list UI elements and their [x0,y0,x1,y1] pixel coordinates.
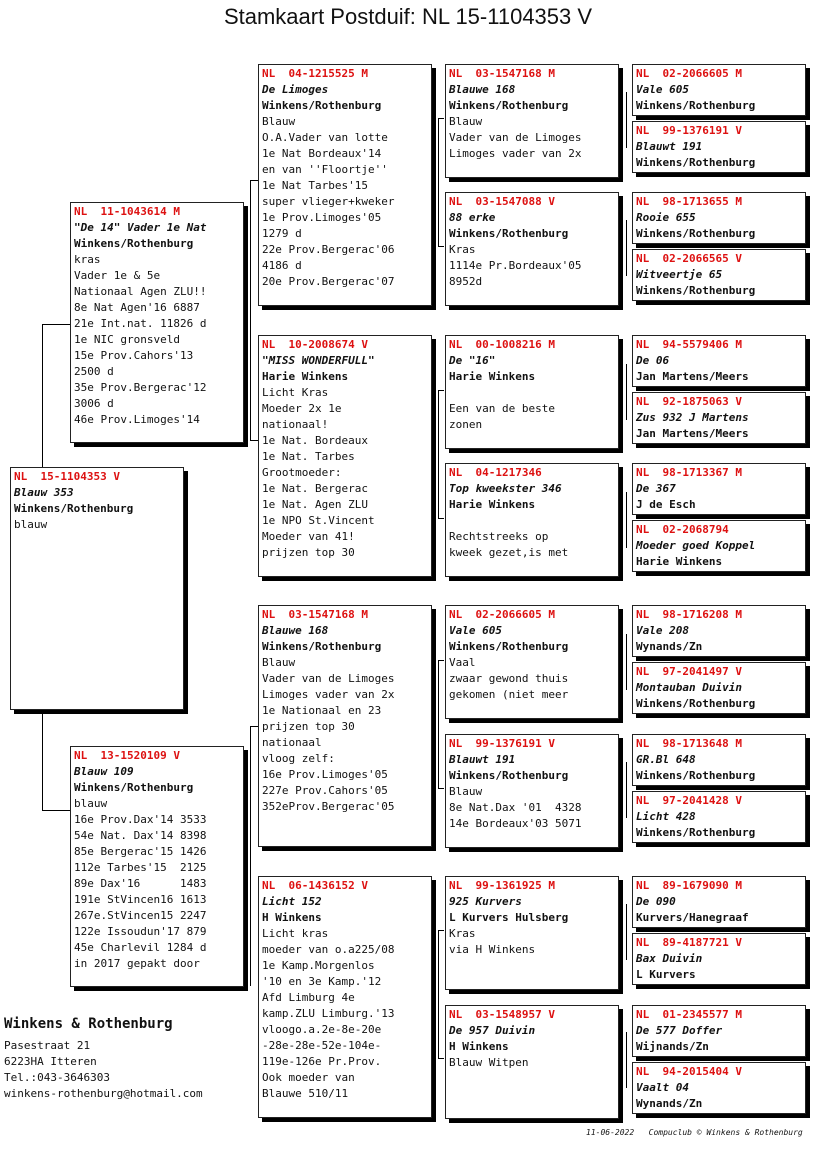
pigeon-name: Vale 208 [636,624,689,637]
connector-line [42,710,43,810]
pigeon-info-line: zonen [449,418,483,431]
pigeon-info-line: 16e Prov.Dax'14 3533 [74,813,207,826]
ring-number: NL 99-1361925 M [449,879,555,892]
pigeon-info-line: Vader van de Limoges [262,672,395,685]
pigeon-owner: L Kurvers Hulsberg [449,911,569,924]
pigeon-name: Moeder goed Koppel [636,539,756,552]
pigeon-info-line: vloogo.a.2e-8e-20e [262,1023,382,1036]
pigeon-info-line: 1e NPO St.Vincent [262,514,375,527]
pigeon-card-sire [70,202,244,443]
connector-line [438,660,444,661]
pigeon-info-line: Vaal [449,656,476,669]
pigeon-name: Top kweekster 346 [449,482,562,495]
ring-number: NL 01-2345577 M [636,1008,742,1021]
pigeon-owner: Winkens/Rothenburg [74,781,194,794]
pigeon-owner: H Winkens [449,1040,509,1053]
ring-number: NL 94-5579406 M [636,338,742,351]
pigeon-info-line: Grootmoeder: [262,466,342,479]
pigeon-owner: Jan Martens/Meers [636,427,749,440]
pigeon-name: De "16" [449,354,496,367]
pigeon-name: "De 14" Vader 1e Nat [74,221,207,234]
pigeon-owner: Kurvers/Hanegraaf [636,911,749,924]
connector-line [438,390,444,391]
breeder-info [4,1016,203,1102]
pigeon-card-ss [258,64,432,306]
pigeon-card-dsd [445,734,619,848]
connector-line [42,324,43,468]
pigeon-info-line: 1e Nat. Agen ZLU [262,498,368,511]
pigeon-name: Blauw 353 [14,486,74,499]
pigeon-info-line: moeder van o.a225/08 [262,943,395,956]
pigeon-owner: Wynands/Zn [636,1097,703,1110]
ring-number: NL 04-1215525 M [262,67,368,80]
pigeon-info-line: 227e Prov.Cahors'05 [262,784,388,797]
pigeon-info-line: 46e Prov.Limoges'14 [74,413,200,426]
pigeon-card-g5 [632,192,806,244]
pigeon-name: Licht 428 [636,810,696,823]
pigeon-info-line: '10 en 3e Kamp.'12 [262,975,382,988]
connector-line [626,1032,627,1088]
pigeon-owner: Winkens/Rothenburg [449,640,569,653]
pigeon-name: Licht 152 [262,895,322,908]
pigeon-info-line: 1e NIC gronsveld [74,333,180,346]
footer-date: 11-06-2022 [586,1128,635,1137]
pigeon-info-line: 22e Prov.Bergerac'06 [262,243,395,256]
breeder-city: 6223HA Itteren [4,1055,97,1068]
ring-number: NL 97-2041497 V [636,665,742,678]
connector-line [626,220,627,276]
pigeon-info-line: Een van de beste [449,402,555,415]
pigeon-name: De 06 [636,354,670,367]
pigeon-info-line: gekomen (niet meer [449,688,569,701]
pigeon-info-line: Limoges vader van 2x [449,147,582,160]
pigeon-info-line: 8952d [449,275,483,288]
pigeon-owner: Winkens/Rothenburg [262,640,382,653]
ring-number: NL 11-1043614 M [74,205,180,218]
pigeon-owner: Winkens/Rothenburg [636,769,756,782]
pigeon-info-line: 2500 d [74,365,114,378]
pigeon-info-line: Kras [449,927,476,940]
pigeon-info-line: 15e Prov.Cahors'13 [74,349,194,362]
connector-line [626,492,627,548]
pigeon-card-subject [10,467,184,710]
ring-number: NL 98-1713648 M [636,737,742,750]
breeder-email: winkens-rothenburg@hotmail.com [4,1087,203,1100]
pigeon-info-line: en van ''Floortje'' [262,163,388,176]
pigeon-card-sd [258,335,432,577]
pigeon-info-line: Moeder 2x 1e [262,402,342,415]
ring-number: NL 99-1376191 V [449,737,555,750]
pigeon-info-line: kras [74,253,101,266]
pigeon-card-dds [445,876,619,990]
pigeon-info-line: 1e Nationaal en 23 [262,704,382,717]
pigeon-info-line: Blauw Witpen [449,1056,529,1069]
pigeon-owner: J de Esch [636,498,696,511]
pigeon-info-line: 8e Nat Agen'16 6887 [74,301,200,314]
pigeon-card-sds [445,335,619,449]
pigeon-info-line: 35e Prov.Bergerac'12 [74,381,207,394]
pigeon-name: GR.Bl 648 [636,753,696,766]
pigeon-owner: Harie Winkens [449,498,536,511]
ring-number: NL 02-2068794 [636,523,729,536]
pigeon-info-line: 85e Bergerac'15 1426 [74,845,207,858]
pigeon-info-line: blauw [74,797,108,810]
connector-line [250,180,251,440]
connector-line [250,726,258,727]
ring-number: NL 97-2041428 V [636,794,742,807]
pigeon-name: "MISS WONDERFULL" [262,354,375,367]
pigeon-info-line: 54e Nat. Dax'14 8398 [74,829,207,842]
pigeon-owner: Winkens/Rothenburg [449,99,569,112]
connector-line [438,390,439,518]
pigeon-info-line: zwaar gewond thuis [449,672,569,685]
pigeon-card-g5 [632,933,806,985]
pigeon-info-line: 45e Charlevil 1284 d [74,941,207,954]
connector-line [626,762,627,818]
pigeon-name: De 957 Duivin [449,1024,536,1037]
pigeon-info-line: via H Winkens [449,943,536,956]
ring-number: NL 02-2066565 V [636,252,742,265]
pigeon-name: De 367 [636,482,676,495]
ring-number: NL 94-2015404 V [636,1065,742,1078]
pigeon-card-g5 [632,1062,806,1114]
pigeon-card-g5 [632,662,806,714]
pigeon-name: De 577 Doffer [636,1024,723,1037]
pigeon-name: Blauwt 191 [636,140,703,153]
pigeon-info-line: 20e Prov.Bergerac'07 [262,275,395,288]
pigeon-name: Vale 605 [449,624,502,637]
pigeon-info-line: Blauw [449,115,483,128]
ring-number: NL 04-1217346 [449,466,542,479]
connector-line [438,930,444,931]
pigeon-info-line: 14e Bordeaux'03 5071 [449,817,582,830]
pigeon-info-line: Licht kras [262,927,329,940]
footer-credit: Compuclub © Winkens & Rothenburg [648,1128,803,1137]
pigeon-name: Blauwt 191 [449,753,516,766]
pigeon-card-sss [445,64,619,178]
ring-number: NL 98-1713367 M [636,466,742,479]
connector-line [626,634,627,690]
pigeon-info-line: vloog zelf: [262,752,335,765]
pigeon-card-g5 [632,64,806,116]
pigeon-info-line: 4186 d [262,259,302,272]
pigeon-name: Rooie 655 [636,211,696,224]
ring-number: NL 15-1104353 V [14,470,120,483]
pigeon-info-line: 122e Issoudun'17 879 [74,925,207,938]
pigeon-info-line: 1114e Pr.Bordeaux'05 [449,259,582,272]
connector-line [438,660,439,788]
pigeon-info-line: 191e StVincen16 1613 [74,893,207,906]
connector-line [626,364,627,420]
ring-number: NL 03-1547088 V [449,195,555,208]
ring-number: NL 98-1716208 M [636,608,742,621]
pigeon-info-line: 267e.StVincen15 2247 [74,909,207,922]
connector-line [626,904,627,960]
ring-number: NL 03-1547168 M [449,67,555,80]
pigeon-info-line: -28e-28e-52e-104e- [262,1039,382,1052]
connector-line [438,246,444,247]
pigeon-owner: Winkens/Rothenburg [262,99,382,112]
pigeon-info-line: Ook moeder van [262,1071,355,1084]
ring-number: NL 03-1548957 V [449,1008,555,1021]
pigeon-card-g5 [632,876,806,928]
pigeon-info-line: Blauw [449,785,483,798]
connector-line [42,324,70,325]
pigeon-info-line: 112e Tarbes'15 2125 [74,861,207,874]
pigeon-card-dss [445,605,619,719]
pigeon-info-line: Blauw [262,656,296,669]
pigeon-name: Montauban Duivin [636,681,742,694]
pigeon-info-line: 16e Prov.Limoges'05 [262,768,388,781]
pigeon-info-line: 119e-126e Pr.Prov. [262,1055,382,1068]
pigeon-card-g5 [632,734,806,786]
pigeon-info-line: super vlieger+kweker [262,195,395,208]
pigeon-info-line: Afd Limburg 4e [262,991,355,1004]
pigeon-owner: Winkens/Rothenburg [636,227,756,240]
pigeon-card-g5 [632,335,806,387]
pigeon-card-g5 [632,520,806,572]
connector-line [42,810,70,811]
pigeon-owner: Wynands/Zn [636,640,703,653]
pigeon-owner: Winkens/Rothenburg [74,237,194,250]
pigeon-card-g5 [632,392,806,444]
pigeon-card-dd [258,876,432,1118]
ring-number: NL 92-1875063 V [636,395,742,408]
pigeon-owner: H Winkens [262,911,322,924]
connector-line [250,180,258,181]
pigeon-owner: Winkens/Rothenburg [636,697,756,710]
pigeon-info-line: 8e Nat.Dax '01 4328 [449,801,582,814]
pigeon-card-g5 [632,121,806,173]
connector-line [438,1058,444,1059]
connector-line [438,930,439,1058]
pigeon-card-g5 [632,249,806,301]
pigeon-owner: Winkens/Rothenburg [449,769,569,782]
ring-number: NL 98-1713655 M [636,195,742,208]
pigeon-info-line: blauw [14,518,48,531]
ring-number: NL 02-2066605 M [449,608,555,621]
pigeon-owner: Winkens/Rothenburg [449,227,569,240]
connector-line [438,788,444,789]
pigeon-owner: Harie Winkens [262,370,349,383]
ring-number: NL 13-1520109 V [74,749,180,762]
pigeon-name: Zus 932 J Martens [636,411,749,424]
breeder-phone: Tel.:043-3646303 [4,1071,110,1084]
pigeon-name: Blauw 109 [74,765,134,778]
pigeon-info-line: Moeder van 41! [262,530,355,543]
pigeon-info-line: 1e Kamp.Morgenlos [262,959,375,972]
pigeon-card-sdd [445,463,619,577]
pigeon-info-line: 1279 d [262,227,302,240]
breeder-name: Winkens & Rothenburg [4,1016,173,1032]
pigeon-info-line: Blauwe 510/11 [262,1087,349,1100]
pigeon-name: 925 Kurvers [449,895,522,908]
pigeon-info-line: 89e Dax'16 1483 [74,877,207,890]
pigeon-info-line: Kras [449,243,476,256]
pigeon-owner: L Kurvers [636,968,696,981]
ring-number: NL 89-4187721 V [636,936,742,949]
pigeon-owner: Wijnands/Zn [636,1040,709,1053]
pigeon-name: Witveertje 65 [636,268,723,281]
pigeon-info-line: Blauw [262,115,296,128]
pigeon-info-line: 3006 d [74,397,114,410]
pigeon-info-line: Limoges vader van 2x [262,688,395,701]
pigeon-info-line: 352eProv.Bergerac'05 [262,800,395,813]
pigeon-owner: Winkens/Rothenburg [636,156,756,169]
ring-number: NL 89-1679090 M [636,879,742,892]
pigeon-card-g5 [632,605,806,657]
pigeon-info-line: kamp.ZLU Limburg.'13 [262,1007,395,1020]
pigeon-info-line: Licht Kras [262,386,329,399]
pigeon-owner: Harie Winkens [636,555,723,568]
ring-number: NL 00-1008216 M [449,338,555,351]
pigeon-owner: Harie Winkens [449,370,536,383]
pigeon-info-line: nationaal! [262,418,329,431]
pigeon-name: Vaalt 04 [636,1081,689,1094]
connector-line [438,118,439,246]
pigeon-card-ssd [445,192,619,306]
pigeon-info-line: in 2017 gepakt door [74,957,200,970]
pigeon-name: De Limoges [262,83,329,96]
pigeon-owner: Jan Martens/Meers [636,370,749,383]
pigeon-name: De 090 [636,895,676,908]
pigeon-name: Blauwe 168 [262,624,329,637]
pigeon-info-line: 1e Prov.Limoges'05 [262,211,382,224]
connector-line [250,726,251,986]
ring-number: NL 02-2066605 M [636,67,742,80]
pigeon-info-line: 1e Nat Tarbes'15 [262,179,368,192]
pigeon-info-line: nationaal [262,736,322,749]
pigeon-info-line: O.A.Vader van lotte [262,131,388,144]
page-title: Stamkaart Postduif: NL 15-1104353 V [223,4,593,29]
pigeon-info-line: kweek gezet,is met [449,546,569,559]
pigeon-info-line: Nationaal Agen ZLU!! [74,285,207,298]
ring-number: NL 10-2008674 V [262,338,368,351]
pigeon-card-g5 [632,1005,806,1057]
pigeon-info-line: Vader 1e & 5e [74,269,161,282]
pigeon-card-dam [70,746,244,987]
spacer [449,385,615,401]
pigeon-name: Blauwe 168 [449,83,516,96]
pigeon-info-line: Vader van de Limoges [449,131,582,144]
breeder-street: Pasestraat 21 [4,1039,91,1052]
pigeon-owner: Winkens/Rothenburg [14,502,134,515]
pigeon-card-ds [258,605,432,847]
ring-number: NL 99-1376191 V [636,124,742,137]
pigeon-info-line: 1e Nat. Tarbes [262,450,355,463]
pigeon-info-line: Rechtstreeks op [449,530,549,543]
connector-line [438,118,444,119]
ring-number: NL 03-1547168 M [262,608,368,621]
pigeon-owner: Winkens/Rothenburg [636,284,756,297]
pigeon-owner: Winkens/Rothenburg [636,99,756,112]
pigeon-info-line: 1e Nat. Bordeaux [262,434,368,447]
pigeon-card-g5 [632,791,806,843]
pigeon-info-line: 1e Nat Bordeaux'14 [262,147,382,160]
connector-line [626,92,627,148]
pigeon-name: Vale 605 [636,83,689,96]
pigeon-card-g5 [632,463,806,515]
pigeon-info-line: 1e Nat. Bergerac [262,482,368,495]
pigeon-name: 88 erke [449,211,496,224]
connector-line [250,440,258,441]
pigeon-card-ddd [445,1005,619,1119]
footer [586,1128,803,1137]
pigeon-info-line: prijzen top 30 [262,720,355,733]
connector-line [438,518,444,519]
ring-number: NL 06-1436152 V [262,879,368,892]
pigeon-info-line: 21e Int.nat. 11826 d [74,317,207,330]
spacer [449,513,615,529]
pigeon-owner: Winkens/Rothenburg [636,826,756,839]
pigeon-info-line: prijzen top 30 [262,546,355,559]
pigeon-name: Bax Duivin [636,952,703,965]
